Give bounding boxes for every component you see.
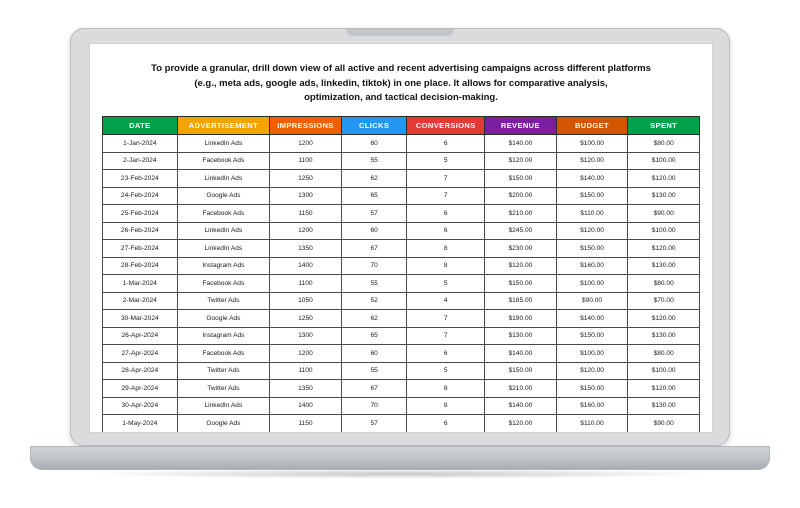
table-cell[interactable]: 1250 xyxy=(270,170,342,188)
table-cell[interactable]: 4 xyxy=(407,292,485,310)
laptop-screen xyxy=(89,43,713,433)
table-cell[interactable]: $80.00 xyxy=(628,135,700,153)
table-cell[interactable]: $120.00 xyxy=(628,240,700,258)
table-cell[interactable]: 1-Mar-2024 xyxy=(103,275,178,293)
table-cell[interactable]: 70 xyxy=(341,257,407,275)
table-cell[interactable]: $120.00 xyxy=(485,415,557,433)
table-cell[interactable]: 27-Feb-2024 xyxy=(103,240,178,258)
table-cell[interactable]: 1400 xyxy=(270,397,342,415)
column-header[interactable]: BUDGET xyxy=(556,117,628,135)
table-row[interactable] xyxy=(103,327,700,345)
table-cell[interactable]: Google Ads xyxy=(177,187,270,205)
column-header[interactable]: IMPRESSIONS xyxy=(270,117,342,135)
table-cell[interactable]: $110.00 xyxy=(556,205,628,223)
table-row[interactable] xyxy=(103,345,700,363)
table-cell[interactable]: $150.00 xyxy=(556,380,628,398)
table-cell[interactable]: 1200 xyxy=(270,222,342,240)
table-cell[interactable]: 7 xyxy=(407,310,485,328)
table-cell[interactable]: $90.00 xyxy=(628,415,700,433)
table-cell[interactable]: 70 xyxy=(341,397,407,415)
table-row[interactable] xyxy=(103,275,700,293)
table-header xyxy=(103,117,700,135)
table-cell[interactable]: $130.00 xyxy=(628,397,700,415)
table-cell[interactable]: $140.00 xyxy=(485,397,557,415)
table-cell[interactable]: LinkedIn Ads xyxy=(177,240,270,258)
table-cell[interactable]: 1050 xyxy=(270,292,342,310)
table-cell[interactable]: $190.00 xyxy=(485,310,557,328)
table-cell[interactable]: Facebook Ads xyxy=(177,152,270,170)
table-cell[interactable]: LinkedIn Ads xyxy=(177,170,270,188)
table-cell[interactable]: 24-Feb-2024 xyxy=(103,187,178,205)
table-cell[interactable]: 60 xyxy=(341,135,407,153)
table-cell[interactable]: 67 xyxy=(341,240,407,258)
table-cell[interactable]: $185.00 xyxy=(485,292,557,310)
table-cell[interactable]: $210.00 xyxy=(485,380,557,398)
laptop-body xyxy=(70,28,730,446)
table-cell[interactable]: $210.00 xyxy=(485,205,557,223)
table-cell[interactable]: 1300 xyxy=(270,187,342,205)
table-cell[interactable]: 1100 xyxy=(270,152,342,170)
table-cell[interactable]: LinkedIn Ads xyxy=(177,397,270,415)
table-cell[interactable]: 55 xyxy=(341,362,407,380)
table-cell[interactable]: 1300 xyxy=(270,327,342,345)
table-row[interactable] xyxy=(103,415,700,433)
table-cell[interactable]: Facebook Ads xyxy=(177,205,270,223)
laptop-shadow xyxy=(82,469,718,479)
laptop-base xyxy=(30,446,770,470)
table-cell[interactable]: Twitter Ads xyxy=(177,380,270,398)
table-cell[interactable]: 6 xyxy=(407,222,485,240)
table-cell[interactable]: 8 xyxy=(407,240,485,258)
table-cell[interactable]: $100.00 xyxy=(628,222,700,240)
table-cell[interactable]: $150.00 xyxy=(485,275,557,293)
table-cell[interactable]: $90.00 xyxy=(556,292,628,310)
table-cell[interactable]: $140.00 xyxy=(556,170,628,188)
table-cell[interactable]: 2-Mar-2024 xyxy=(103,292,178,310)
table-cell[interactable]: 1250 xyxy=(270,310,342,328)
table-cell[interactable]: $120.00 xyxy=(628,380,700,398)
table-cell[interactable]: $200.00 xyxy=(485,187,557,205)
table-cell[interactable]: $160.00 xyxy=(556,397,628,415)
table-cell[interactable]: 8 xyxy=(407,257,485,275)
laptop-notch xyxy=(346,29,454,36)
table-cell[interactable]: $120.00 xyxy=(485,152,557,170)
table-cell[interactable]: $100.00 xyxy=(628,152,700,170)
table-header-row xyxy=(103,117,700,135)
table-cell[interactable]: $100.00 xyxy=(628,362,700,380)
campaign-table xyxy=(102,116,700,433)
table-row[interactable] xyxy=(103,135,700,153)
table-cell[interactable]: $120.00 xyxy=(556,152,628,170)
table-cell[interactable]: 1350 xyxy=(270,240,342,258)
table-cell[interactable]: 55 xyxy=(341,275,407,293)
document-page xyxy=(90,44,712,433)
table-cell[interactable]: 5 xyxy=(407,362,485,380)
table-cell[interactable]: $150.00 xyxy=(556,240,628,258)
table-cell[interactable]: 60 xyxy=(341,222,407,240)
table-cell[interactable]: 6 xyxy=(407,345,485,363)
table-cell[interactable]: 1-Jan-2024 xyxy=(103,135,178,153)
table-cell[interactable]: 30-Apr-2024 xyxy=(103,397,178,415)
table-cell[interactable]: $120.00 xyxy=(556,362,628,380)
table-cell[interactable]: 60 xyxy=(341,345,407,363)
table-cell[interactable]: Instagram Ads xyxy=(177,257,270,275)
table-cell[interactable]: 1350 xyxy=(270,380,342,398)
table-cell[interactable]: 2-Jan-2024 xyxy=(103,152,178,170)
table-cell[interactable]: 55 xyxy=(341,152,407,170)
table-cell[interactable]: 1-May-2024 xyxy=(103,415,178,433)
table-cell[interactable]: Instagram Ads xyxy=(177,327,270,345)
table-cell[interactable]: $130.00 xyxy=(485,327,557,345)
table-cell[interactable]: LinkedIn Ads xyxy=(177,222,270,240)
table-cell[interactable]: $130.00 xyxy=(628,187,700,205)
table-cell[interactable]: Google Ads xyxy=(177,415,270,433)
table-row[interactable] xyxy=(103,257,700,275)
table-cell[interactable]: 8 xyxy=(407,380,485,398)
table-row[interactable] xyxy=(103,380,700,398)
table-cell[interactable]: $150.00 xyxy=(485,362,557,380)
table-cell[interactable]: LinkedIn Ads xyxy=(177,135,270,153)
table-cell[interactable]: Twitter Ads xyxy=(177,362,270,380)
table-body xyxy=(103,135,700,433)
table-cell[interactable]: $120.00 xyxy=(485,257,557,275)
table-cell[interactable]: 29-Apr-2024 xyxy=(103,380,178,398)
intro-line-3: optimization, and tactical decision-making. xyxy=(304,92,498,104)
table-cell[interactable]: $150.00 xyxy=(485,170,557,188)
table-cell[interactable]: 57 xyxy=(341,415,407,433)
table-cell[interactable]: 65 xyxy=(341,187,407,205)
table-cell[interactable]: Twitter Ads xyxy=(177,292,270,310)
table-cell[interactable]: 25-Feb-2024 xyxy=(103,205,178,223)
table-row[interactable] xyxy=(103,397,700,415)
table-cell[interactable]: 23-Feb-2024 xyxy=(103,170,178,188)
table-cell[interactable]: $120.00 xyxy=(556,222,628,240)
table-row[interactable] xyxy=(103,152,700,170)
table-cell[interactable]: $80.00 xyxy=(628,345,700,363)
table-cell[interactable]: 67 xyxy=(341,380,407,398)
table-cell[interactable]: $245.00 xyxy=(485,222,557,240)
table-cell[interactable]: $160.00 xyxy=(556,257,628,275)
column-header[interactable]: SPENT xyxy=(628,117,700,135)
table-row[interactable] xyxy=(103,205,700,223)
table-cell[interactable]: $110.00 xyxy=(556,415,628,433)
column-header[interactable]: REVENUE xyxy=(485,117,557,135)
table-cell[interactable]: $140.00 xyxy=(485,135,557,153)
table-row[interactable] xyxy=(103,310,700,328)
table-cell[interactable]: $230.00 xyxy=(485,240,557,258)
table-cell[interactable]: 1150 xyxy=(270,415,342,433)
table-cell[interactable]: $120.00 xyxy=(628,310,700,328)
table-row[interactable] xyxy=(103,222,700,240)
table-cell[interactable]: 6 xyxy=(407,205,485,223)
column-header[interactable]: ADVERTISEMENT xyxy=(177,117,270,135)
table-cell[interactable]: $140.00 xyxy=(485,345,557,363)
table-row[interactable] xyxy=(103,292,700,310)
table-cell[interactable]: $100.00 xyxy=(556,345,628,363)
table-cell[interactable]: $130.00 xyxy=(628,257,700,275)
table-cell[interactable]: $70.00 xyxy=(628,292,700,310)
table-cell[interactable]: $90.00 xyxy=(628,205,700,223)
table-cell[interactable]: 1100 xyxy=(270,362,342,380)
table-cell[interactable]: 26-Apr-2024 xyxy=(103,327,178,345)
table-cell[interactable]: 6 xyxy=(407,135,485,153)
table-cell[interactable]: $150.00 xyxy=(556,327,628,345)
table-cell[interactable]: $140.00 xyxy=(556,310,628,328)
table-cell[interactable]: 30-Mar-2024 xyxy=(103,310,178,328)
table-cell[interactable]: 1100 xyxy=(270,275,342,293)
table-cell[interactable]: 26-Feb-2024 xyxy=(103,222,178,240)
laptop-mockup xyxy=(70,28,730,446)
table-row[interactable] xyxy=(103,240,700,258)
table-cell[interactable]: 6 xyxy=(407,415,485,433)
column-header[interactable]: DATE xyxy=(103,117,178,135)
table-cell[interactable]: 1400 xyxy=(270,257,342,275)
intro-line-1: To provide a granular, drill down view of all active and recent advertising campaigns across different platforms xyxy=(151,63,651,74)
table-cell[interactable]: $150.00 xyxy=(556,187,628,205)
table-cell[interactable]: $120.00 xyxy=(628,170,700,188)
table-row[interactable] xyxy=(103,187,700,205)
table-cell[interactable]: 28-Apr-2024 xyxy=(103,362,178,380)
table-cell[interactable]: Facebook Ads xyxy=(177,345,270,363)
intro-paragraph xyxy=(102,54,700,116)
table-cell[interactable]: $80.00 xyxy=(628,275,700,293)
table-cell[interactable]: Facebook Ads xyxy=(177,275,270,293)
table-row[interactable] xyxy=(103,362,700,380)
table-cell[interactable]: 5 xyxy=(407,152,485,170)
table-row[interactable] xyxy=(103,170,700,188)
column-header[interactable]: CONVERSIONS xyxy=(407,117,485,135)
table-cell[interactable]: 5 xyxy=(407,275,485,293)
table-cell[interactable]: $100.00 xyxy=(556,275,628,293)
table-cell[interactable]: 57 xyxy=(341,205,407,223)
table-cell[interactable]: 27-Apr-2024 xyxy=(103,345,178,363)
table-cell[interactable]: $130.00 xyxy=(628,327,700,345)
table-cell[interactable]: $100.00 xyxy=(556,135,628,153)
table-cell[interactable]: 7 xyxy=(407,187,485,205)
column-header[interactable]: CLICKS xyxy=(341,117,407,135)
intro-line-2: (e.g., meta ads, google ads, linkedin, tiktok) in one place. It allows for comparative analysis, xyxy=(194,77,608,89)
table-cell[interactable]: 8 xyxy=(407,397,485,415)
table-cell[interactable]: Google Ads xyxy=(177,310,270,328)
table-cell[interactable]: 65 xyxy=(341,327,407,345)
table-cell[interactable]: 52 xyxy=(341,292,407,310)
table-cell[interactable]: 62 xyxy=(341,170,407,188)
table-cell[interactable]: 1200 xyxy=(270,135,342,153)
table-cell[interactable]: 7 xyxy=(407,170,485,188)
table-cell[interactable]: 1200 xyxy=(270,345,342,363)
table-cell[interactable]: 7 xyxy=(407,327,485,345)
table-cell[interactable]: 28-Feb-2024 xyxy=(103,257,178,275)
table-cell[interactable]: 1150 xyxy=(270,205,342,223)
table-cell[interactable]: 62 xyxy=(341,310,407,328)
